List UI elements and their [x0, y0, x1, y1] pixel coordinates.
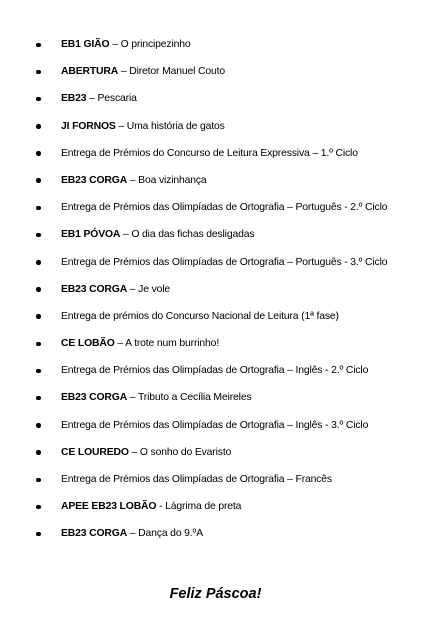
item-text: Entrega de prémios do Concurso Nacional de Leitura (1ª fase): [61, 310, 339, 322]
list-item: [36, 444, 416, 471]
bullet-icon: [36, 450, 41, 455]
bullet-icon: [36, 260, 41, 265]
item-text: – O sonho do Evaristo: [128, 446, 232, 458]
item-highlight: EB23 CORGA: [61, 283, 128, 295]
list-item: [36, 118, 416, 145]
bullet-icon: [36, 124, 41, 129]
closing-greeting: Feliz Páscoa!: [169, 586, 262, 602]
item-text: – O dia das fichas desligadas: [120, 229, 255, 241]
item-text: - Lágrima de preta: [156, 501, 242, 513]
item-highlight: ABERTURA: [61, 66, 119, 78]
item-text: Entrega de Prémios das Olimpíadas de Ortografia – Inglês - 3.º Ciclo: [61, 419, 369, 431]
list-item: [36, 471, 416, 498]
bullet-icon: [36, 342, 41, 347]
item-text: – A trote num burrinho!: [114, 338, 220, 350]
bullet-icon: [36, 287, 41, 292]
item-text: – Tributo a Cecília Meireles: [127, 392, 252, 404]
bullet-icon: [36, 532, 41, 537]
item-highlight: CE LOUREDO: [61, 446, 129, 458]
bullet-icon: [36, 396, 41, 401]
list-item: [36, 254, 416, 281]
item-text: – Diretor Manuel Couto: [118, 66, 225, 78]
bullet-icon: [36, 97, 41, 102]
list-item: [36, 308, 416, 335]
bullet-icon: [36, 423, 41, 428]
bullet-icon: [36, 233, 41, 238]
item-highlight: EB1 PÓVOA: [61, 229, 121, 241]
bullet-icon: [36, 178, 41, 183]
item-text: – Uma história de gatos: [115, 120, 225, 132]
bullet-icon: [36, 314, 41, 319]
item-highlight: APEE EB23 LOBÃO: [61, 501, 157, 513]
list-item: [36, 335, 416, 362]
list-item: [36, 362, 416, 389]
list-item: [36, 145, 416, 172]
item-text: Entrega de Prémios das Olimpíadas de Ortografia – Francês: [61, 474, 332, 485]
item-highlight: EB23 CORGA: [61, 528, 128, 540]
bullet-icon: [36, 369, 41, 374]
item-text: – Je vole: [127, 283, 171, 295]
list-item: [36, 226, 416, 253]
bullet-icon: [36, 206, 41, 211]
list-item: [36, 36, 416, 63]
item-highlight: EB23 CORGA: [61, 174, 128, 186]
bullet-icon: [36, 151, 41, 156]
item-highlight: EB1 GIÃO: [61, 39, 110, 50]
item-highlight: EB23: [61, 93, 87, 105]
list-item: [36, 281, 416, 308]
bullet-icon: [36, 43, 41, 48]
list-item: [36, 389, 416, 416]
bullet-icon: [36, 70, 41, 75]
list-item: [36, 417, 416, 444]
item-text: – Dança do 9.ºA: [127, 528, 203, 540]
list-item: [36, 63, 416, 90]
item-text: Entrega de Prémios do Concurso de Leitura Expressiva – 1.º Ciclo: [61, 147, 358, 159]
item-text: Entrega de Prémios das Olimpíadas de Ortografia – Português - 3.º Ciclo: [61, 256, 388, 268]
list-item: [36, 172, 416, 199]
program-list: [36, 36, 416, 553]
item-text: Entrega de Prémios das Olimpíadas de Ortografia – Inglês - 2.º Ciclo: [61, 365, 369, 377]
item-highlight: CE LOBÃO: [61, 338, 115, 350]
item-text: Entrega de Prémios das Olimpíadas de Ortografia – Português - 2.º Ciclo: [61, 202, 388, 214]
bullet-icon: [36, 478, 41, 483]
list-item: [36, 199, 416, 226]
bullet-icon: [36, 505, 41, 510]
item-highlight: JI FORNOS: [61, 120, 116, 132]
item-text: – Pescaria: [86, 93, 137, 105]
list-item: [36, 90, 416, 117]
item-text: – Boa vizinhança: [127, 174, 207, 186]
list-item: [36, 525, 416, 552]
list-item: [36, 498, 416, 525]
item-text: – O principezinho: [109, 39, 191, 50]
item-highlight: EB23 CORGA: [61, 392, 128, 404]
